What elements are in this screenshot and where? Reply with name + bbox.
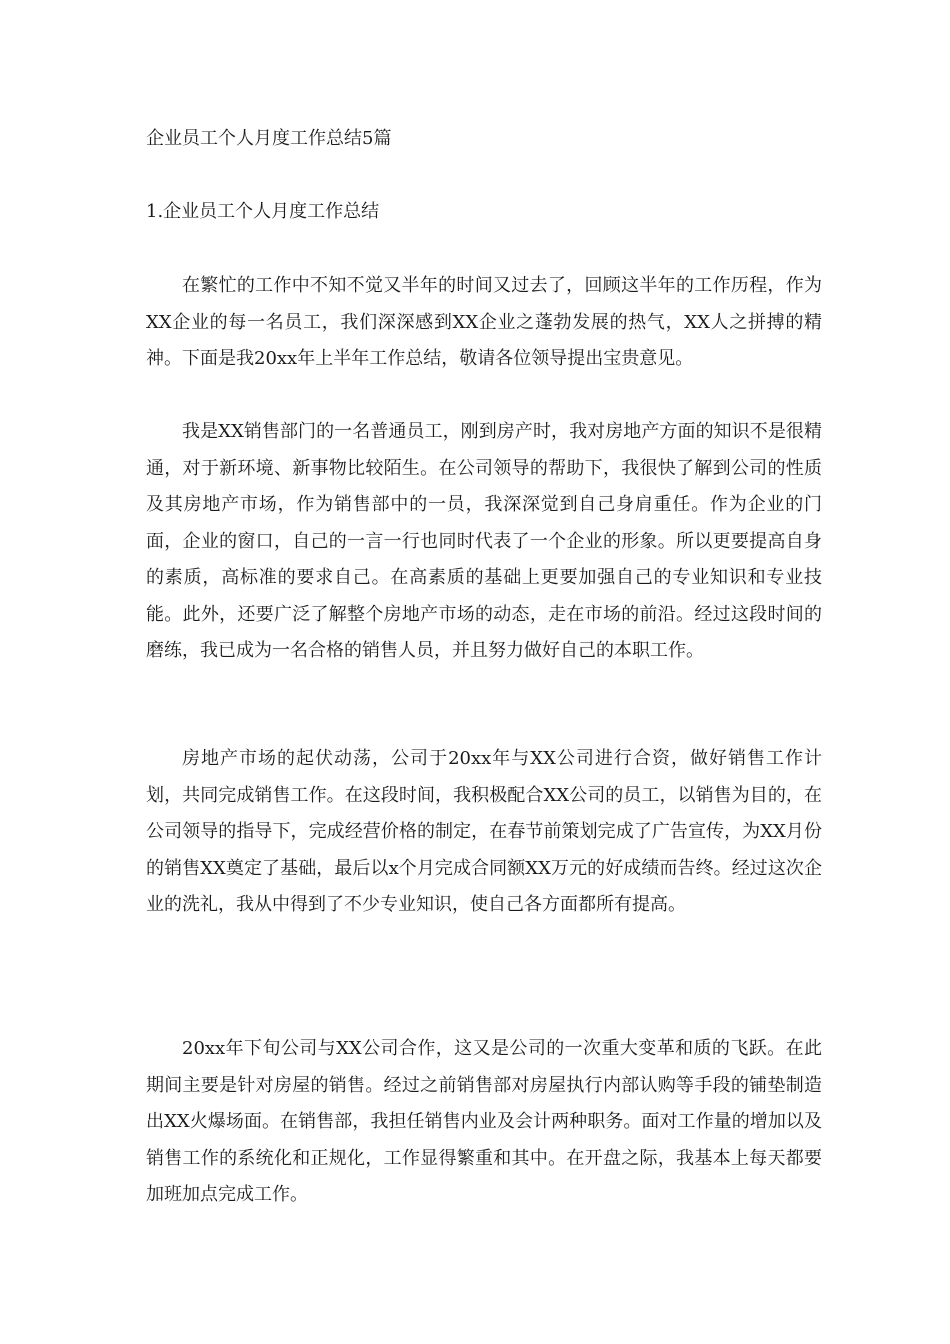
document-title: 企业员工个人月度工作总结5篇 — [146, 128, 392, 149]
section-heading: 1.企业员工个人月度工作总结 — [146, 201, 380, 222]
paragraph-2: 我是XX销售部门的一名普通员工，刚到房产时，我对房地产方面的知识不是很精通，对于新环境、新事物比较陌生。在公司领导的帮助下，我很快了解到公司的性质及其房地产市场，作为销售部中的一员，我深深觉到自己身肩重任。作为企业的门面，企业的窗口，自己的一言一行也同时代表了一个企业的形象。所以更要提高自身的素质，高标准的要求自己。在高素质的基础上更要加强自己的专业知识和专业技能。此外，还要广泛了解整个房地产市场的动态，走在市场的前沿。经过这段时间的磨练，我已成为一名合格的销售人员，并且努力做好自己的本职工作。 — [146, 421, 822, 661]
paragraph-4: 20xx年下旬公司与XX公司合作，这又是公司的一次重大变革和质的飞跃。在此期间主要是针对房屋的销售。经过之前销售部对房屋执行内部认购等手段的铺垫制造出XX火爆场面。在销售部，我担任销售内业及会计两种职务。面对工作量的增加以及销售工作的系统化和正规化，工作显得繁重和其中。在开盘之际，我基本上每天都要加班加点完成工作。 — [146, 1038, 822, 1205]
paragraph-3: 房地产市场的起伏动荡，公司于20xx年与XX公司进行合资，做好销售工作计划，共同完成销售工作。在这段时间，我积极配合XX公司的员工，以销售为目的，在公司领导的指导下，完成经营价格的制定，在春节前策划完成了广告宣传，为XX月份的销售XX奠定了基础，最后以x个月完成合同额XX万元的好成绩而告终。经过这次企业的洗礼，我从中得到了不少专业知识，使自己各方面都所有提高。 — [146, 748, 823, 915]
paragraph-1: 在繁忙的工作中不知不觉又半年的时间又过去了，回顾这半年的工作历程，作为XX企业的每一名员工，我们深深感到XX企业之蓬勃发展的热气，XX人之拼搏的精神。下面是我20xx年上半年工作总结，敬请各位领导提出宝贵意见。 — [146, 275, 822, 369]
